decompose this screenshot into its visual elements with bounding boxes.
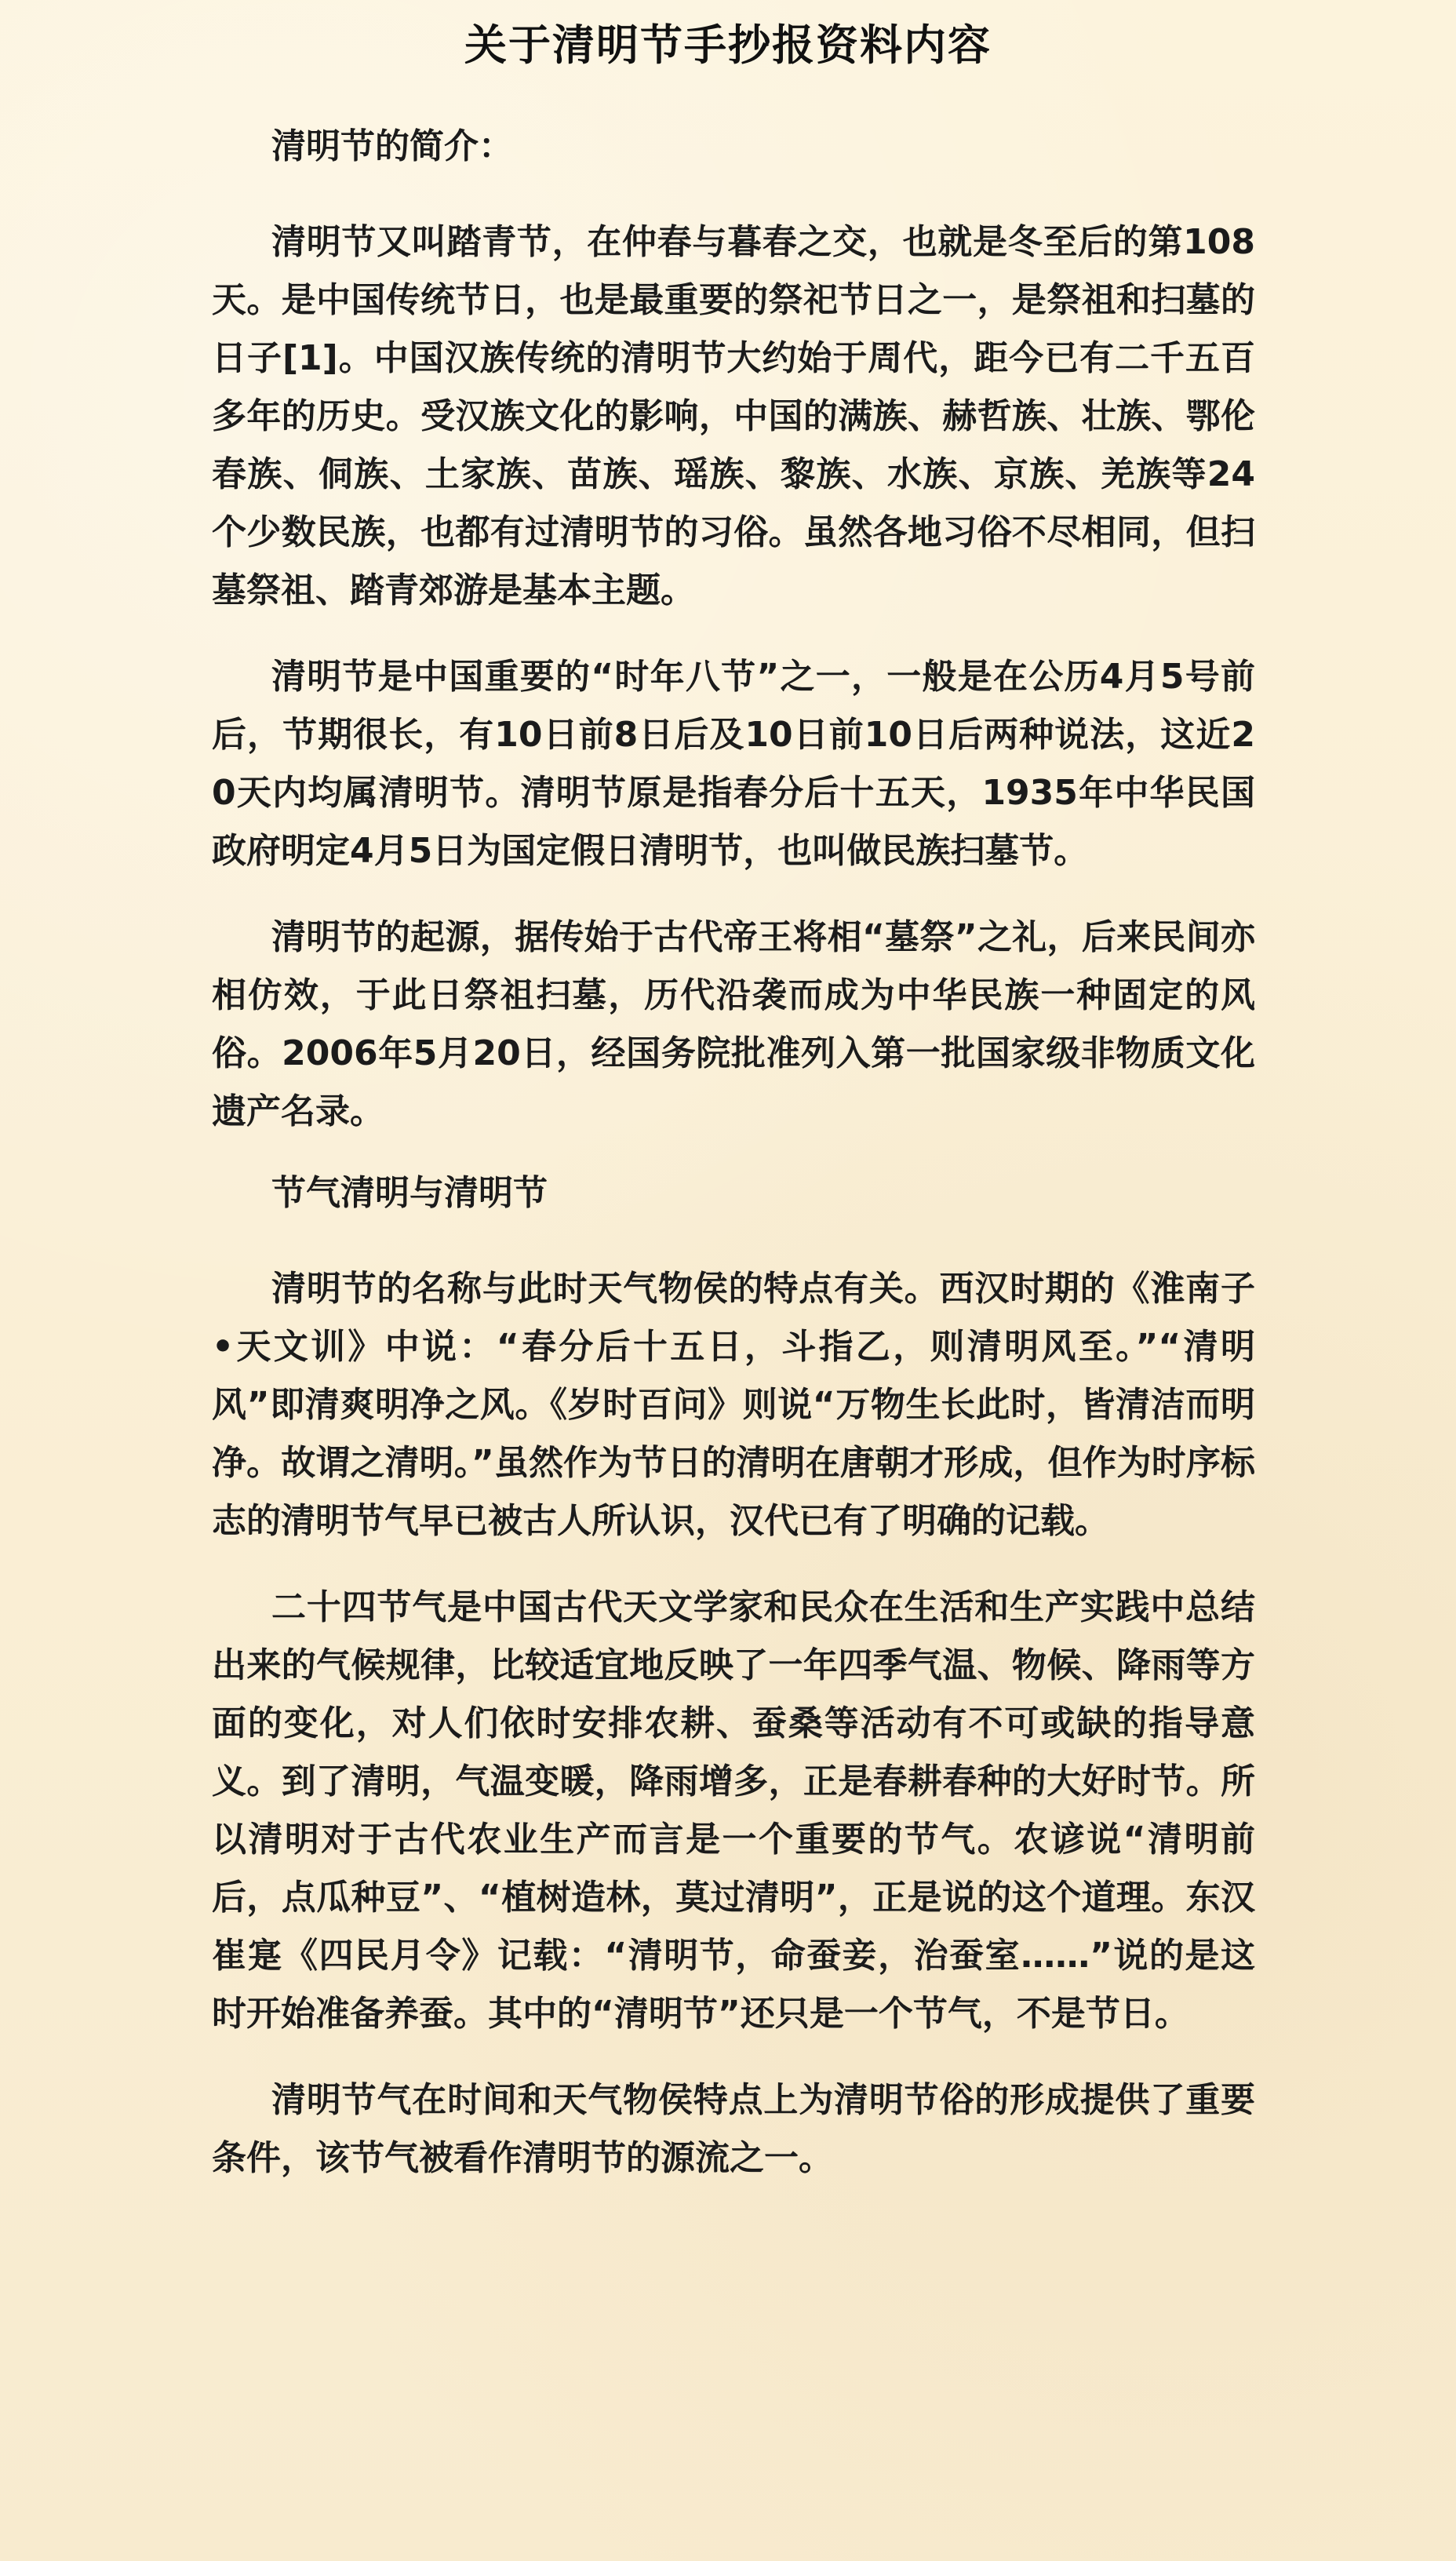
section-heading-intro: 清明节的简介： — [271, 126, 513, 166]
paragraph-solar-term-1: 清明节的名称与此时天气物侯的特点有关。西汉时期的《淮南子•天文训》中说：“春分后十五日，斗指乙，则清明风至。”“清明风”即清爽明净之风。《岁时百问》则说“万物生长此时，皆清洁而明净。故谓之清明。”虽然作为节日的清明在唐朝才形成，但作为时序标志的清明节气早已被古人所认识，汉代已有了明确的记载。 — [212, 1269, 1255, 1541]
document-content — [212, 118, 1255, 2188]
paragraph-solar-term-2: 二十四节气是中国古代天文学家和民众在生活和生产实践中总结出来的气候规律，比较适宜地反映了一年四季气温、物候、降雨等方面的变化，对人们依时安排农耕、蚕桑等活动有不可或缺的指导意义。到了清明，气温变暖，降雨增多，正是春耕春种的大好时节。所以清明对于古代农业生产而言是一个重要的节气。农谚说“清明前后，点瓜种豆”、“植树造林，莫过清明”，正是说的这个道理。东汉崔寔《四民月令》记载：“清明节，命蚕妾，治蚕室……”说的是这时开始准备养蚕。其中的“清明节”还只是一个节气，不是节日。 — [212, 1587, 1255, 2034]
paragraph-intro-2: 清明节是中国重要的“时年八节”之一，一般是在公历4月5号前后，节期很长，有10日前8日后及10日前10日后两种说法，这近20天内均属清明节。清明节原是指春分后十五天，1935年中华民国政府明定4月5日为国定假日清明节，也叫做民族扫墓节。 — [212, 657, 1255, 871]
section-heading-solar-term: 节气清明与清明节 — [271, 1173, 548, 1213]
page-title: 关于清明节手抄报资料内容 — [464, 20, 992, 70]
paragraph-intro-1: 清明节又叫踏青节，在仲春与暮春之交，也就是冬至后的第108天。是中国传统节日，也是最重要的祭祀节日之一，是祭祖和扫墓的日子[1]。中国汉族传统的清明节大约始于周代，距今已有二千五百多年的历史。受汉族文化的影响，中国的满族、赫哲族、壮族、鄂伦春族、侗族、土家族、苗族、瑶族、黎族、水族、京族、羌族等24个少数民族，也都有过清明节的习俗。虽然各地习俗不尽相同，但扫墓祭祖、踏青郊游是基本主题。 — [212, 222, 1255, 610]
paragraph-intro-3: 清明节的起源，据传始于古代帝王将相“墓祭”之礼，后来民间亦相仿效，于此日祭祖扫墓，历代沿袭而成为中华民族一种固定的风俗。2006年5月20日，经国务院批准列入第一批国家级非物质文化遗产名录。 — [212, 917, 1255, 1131]
paragraph-solar-term-3: 清明节气在时间和天气物侯特点上为清明节俗的形成提供了重要条件，该节气被看作清明节的源流之一。 — [212, 2080, 1255, 2178]
